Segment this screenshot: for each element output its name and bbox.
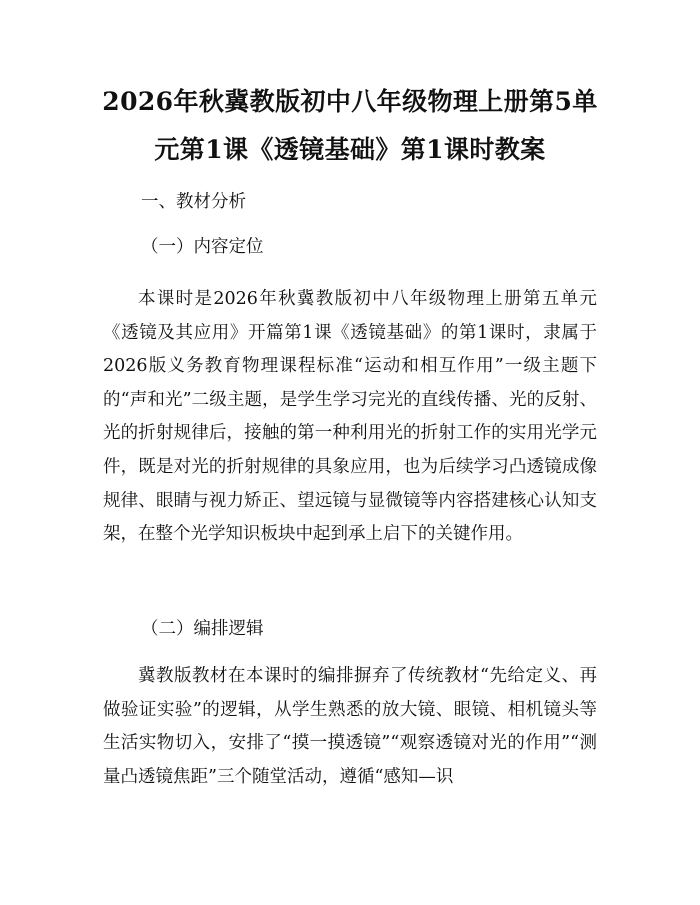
paragraph-content-positioning: 本课时是2026年秋冀教版初中八年级物理上册第五单元《透镜及其应用》开篇第1课《透镜基础》的第1课时，隶属于2026版义务教育物理课程标准“运动和相互作用”一级主题下的“声和光”二级主题，是学生学习完光的直线传播、光的反射、光的折射规律后，接触的第一种利用光的折射工作的实用光学元件，既是对光的折射规律的具象应用，也为后续学习凸透镜成像规律、眼睛与视力矫正、望远镜与显微镜等内容搭建核心认知支架，在整个光学知识板块中起到承上启下的关键作用。: [103, 289, 597, 545]
paragraph-arrangement-logic: 冀教版教材在本课时的编排摒弃了传统教材“先给定义、再做验证实验”的逻辑，从学生熟悉的放大镜、眼镜、相机镜头等生活实物切入，安排了“摸一摸透镜”“观察透镜对光的作用”“测量凸透镜焦距”三个随堂活动，遵循“感知—识: [103, 666, 597, 787]
subsection-heading-content-positioning: （一）内容定位: [141, 237, 264, 257]
subsection-heading-arrangement-logic: （二）编排逻辑: [141, 619, 264, 639]
document-title: 2026年秋冀教版初中八年级物理上册第5单元第1课《透镜基础》第1课时教案: [102, 87, 598, 164]
section-heading-textbook-analysis: 一、教材分析: [141, 192, 246, 212]
